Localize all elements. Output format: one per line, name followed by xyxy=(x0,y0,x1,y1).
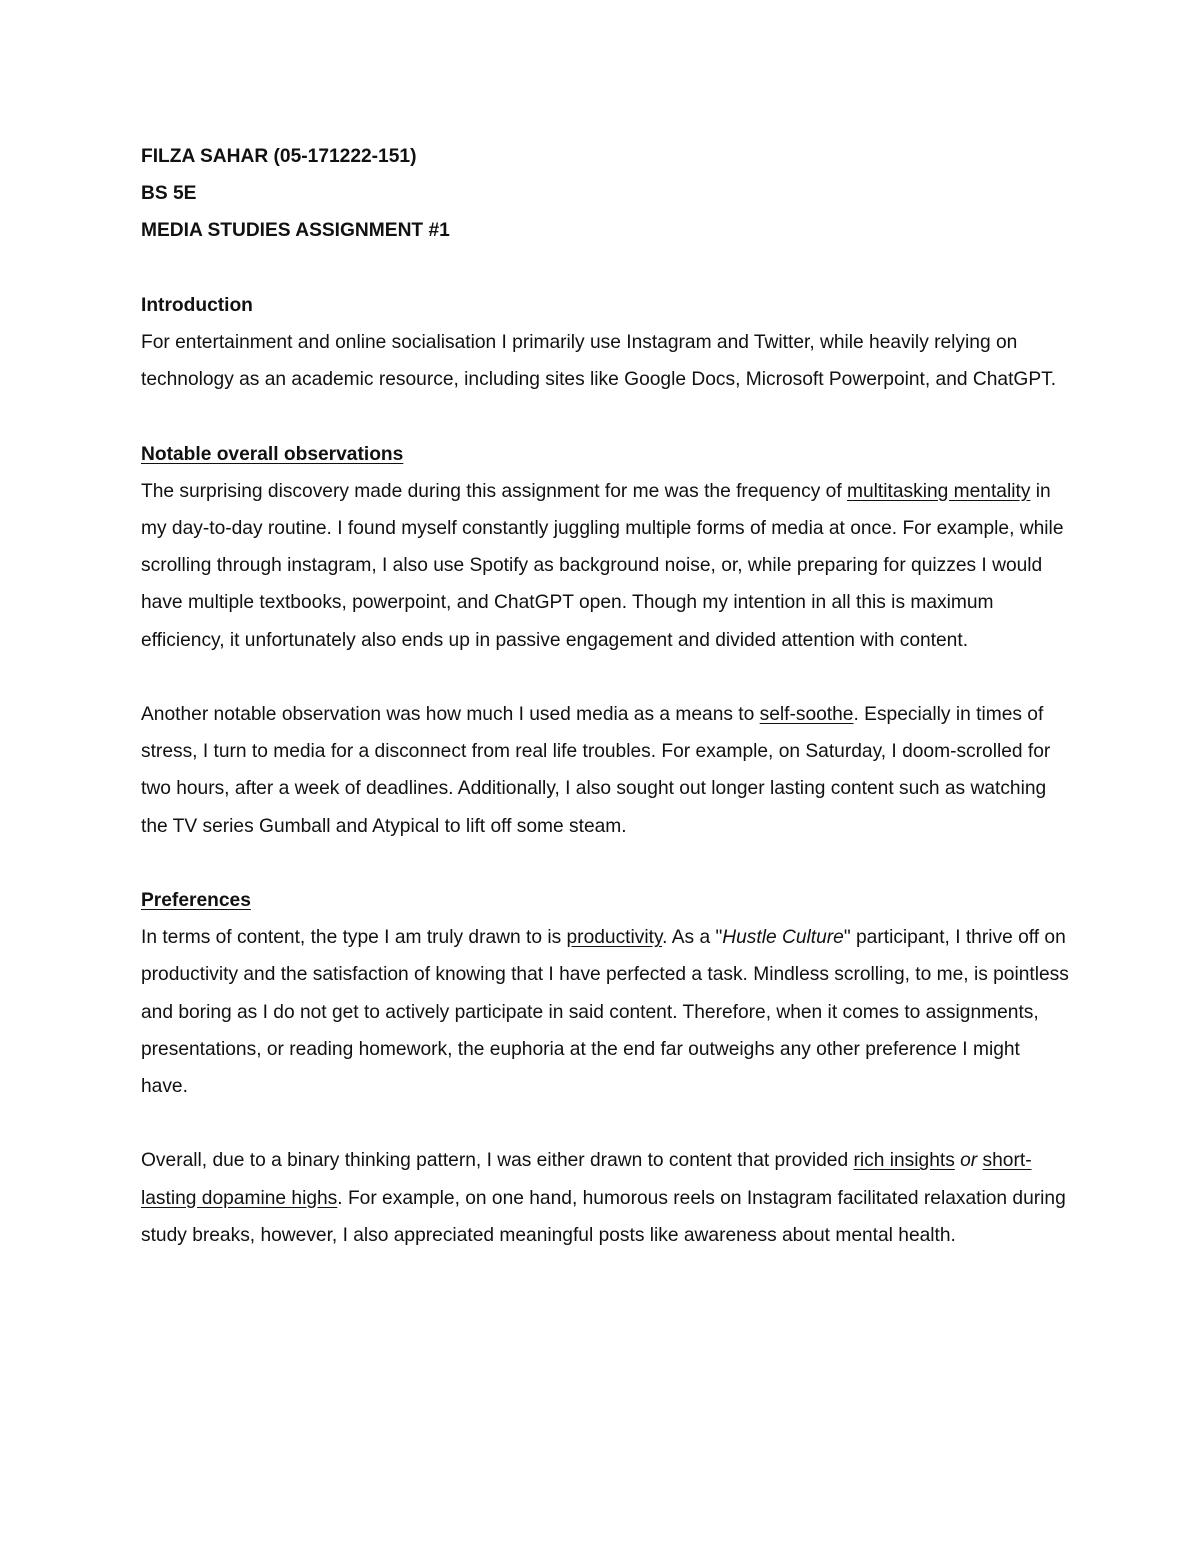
spacer xyxy=(141,659,1071,696)
introduction-heading: Introduction xyxy=(141,294,253,316)
observations-paragraph-1 xyxy=(141,473,1071,659)
text-run: Overall, due to a binary thinking pattern, I was either drawn to content that provided xyxy=(141,1150,854,1172)
introduction-paragraph: For entertainment and online socialisation I primarily use Instagram and Twitter, while heavily relying on technology as an academic resource, including sites like Google Docs, Microsoft Powerpoint, and ChatGPT. xyxy=(141,332,1057,391)
assignment-title: MEDIA STUDIES ASSIGNMENT #1 xyxy=(141,220,450,242)
underlined-phrase: short-lasting dopamine highs xyxy=(141,1150,1032,1209)
text-run: . Especially in times of stress, I turn to media for a disconnect from real life troubles. For example, on Saturday, I doom-scrolled for two hours, after a week of deadlines. Additionally, I also sought out longer lasting content such as watching the TV series Gumball and Atypical to lift off some steam. xyxy=(141,704,1051,837)
text-run: Another notable observation was how much I used media as a means to xyxy=(141,704,760,725)
class-line: BS 5E xyxy=(141,183,197,205)
observations-heading: Notable overall observations xyxy=(141,443,404,465)
preferences-paragraph-2 xyxy=(141,1142,1071,1254)
text-run: in my day-to-day routine. I found myself constantly juggling multiple forms of media at once. For example, while scrolling through instagram, I also use Spotify as background noise, or, while preparing for quizzes I would have multiple textbooks, powerpoint, and ChatGPT open. Though my intention in all this is maximum efficiency, it unfortunately also ends up in passive engagement and divided attention with content. xyxy=(141,480,1064,651)
spacer xyxy=(141,398,1071,435)
spacer xyxy=(141,1105,1071,1142)
underlined-phrase: multitasking mentality xyxy=(847,480,1031,502)
preferences-paragraph-1 xyxy=(141,919,1071,1105)
document-page xyxy=(141,138,1071,1254)
student-name-line: FILZA SAHAR (05-171222-151) xyxy=(141,146,417,167)
spacer xyxy=(141,845,1071,882)
underlined-phrase: self-soothe xyxy=(759,704,854,725)
text-run: The surprising discovery made during this assignment for me was the frequency of xyxy=(141,480,848,502)
italic-phrase: Hustle Culture xyxy=(722,927,844,949)
underlined-phrase: productivity xyxy=(566,927,663,949)
text-run: In terms of content, the type I am truly drawn to is xyxy=(141,927,567,949)
italic-phrase: or xyxy=(960,1150,978,1172)
text-run: " participant, I thrive off on productivity and the satisfaction of knowing that I have perfected a task. Mindless scrolling, to me, is pointless and boring as I do not get to actively participate in said content. Therefore, when it comes to assignments, presentations, or reading homework, the euphoria at the end far outweighs any other preference I might have. xyxy=(141,927,1069,1098)
text-run: . As a " xyxy=(662,927,723,949)
underlined-phrase: rich insights xyxy=(853,1150,955,1172)
observations-paragraph-2 xyxy=(141,696,1071,845)
preferences-heading: Preferences xyxy=(141,890,251,911)
spacer xyxy=(141,250,1071,287)
text-run: . For example, on one hand, humorous reels on Instagram facilitated relaxation during study breaks, however, I also appreciated meaningful posts like awareness about mental health. xyxy=(141,1187,1066,1246)
